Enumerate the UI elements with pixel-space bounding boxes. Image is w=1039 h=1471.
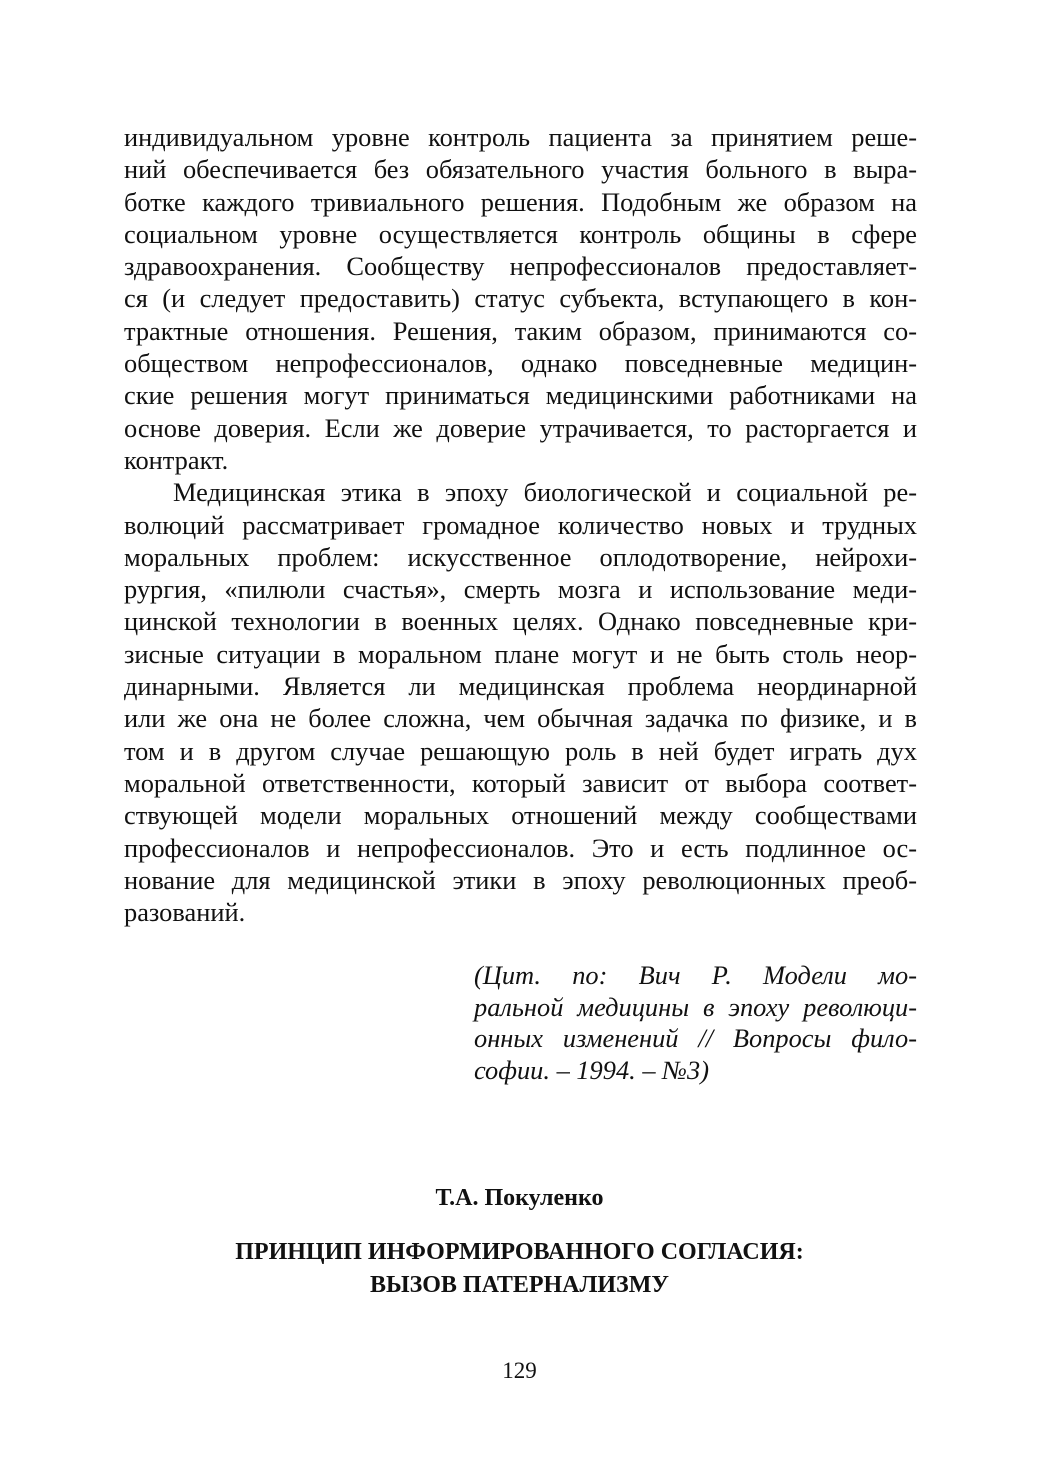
text-line: ствующей модели моральных отношений между сообществами	[124, 800, 917, 831]
citation	[474, 960, 917, 1086]
citation-line: софии. – 1994. – №3)	[474, 1054, 710, 1085]
article-author: Т.А. Покуленко	[435, 1185, 604, 1211]
text-line: моральной ответственности, который зависит от выбора соответ-	[124, 767, 917, 798]
citation-line: ральной медицины в эпоху революци-	[474, 991, 917, 1022]
citation-line: (Цит. по: Вич Р. Модели мо-	[474, 960, 917, 990]
text-line: рургия, «пилюли счастья», смерть мозга и использование меди-	[124, 574, 917, 605]
body-text	[124, 121, 917, 928]
text-line: обществом непрофессионалов, однако повседневные медицин-	[124, 348, 917, 379]
text-line: зисные ситуации в моральном плане могут и не быть столь неор-	[124, 638, 917, 669]
text-line: социальном уровне осуществляется контроль общины в сфере	[124, 218, 917, 249]
text-line: волюций рассматривает громадное количество новых и трудных	[124, 509, 917, 540]
article-title	[0, 1236, 1039, 1302]
text-line: индивидуальном уровне контроль пациента за принятием реше-	[124, 122, 917, 152]
text-line: здравоохранения. Сообществу непрофессионалов предоставляет-	[124, 251, 917, 282]
text-line: трактные отношения. Решения, таким образом, принимаются со-	[124, 315, 917, 346]
text-line: нование для медицинской этики в эпоху революционных преоб-	[124, 864, 917, 895]
text-line: основе доверия. Если же доверие утрачивается, то расторгается и	[124, 412, 917, 443]
text-line: профессионалов и непрофессионалов. Это и есть подлинное ос-	[124, 832, 917, 863]
text-line: или же она не более сложна, чем обычная задачка по физике, и в	[124, 703, 917, 734]
article-title-line: ВЫЗОВ ПАТЕРНАЛИЗМУ	[370, 1272, 669, 1298]
page-number: 129	[502, 1358, 537, 1383]
text-line: динарными. Является ли медицинская проблема неординарной	[124, 671, 917, 702]
text-line: ся (и следует предоставить) статус субъекта, вступающего в кон-	[124, 283, 917, 314]
text-line: ские решения могут приниматься медицинскими работниками на	[124, 380, 917, 411]
text-line: контракт.	[124, 444, 229, 475]
text-line: цинской технологии в военных целях. Однако повседневные кри-	[124, 606, 917, 637]
paragraph-first-line: Медицинская этика в эпоху биологической и социальной ре-	[173, 477, 917, 508]
text-line: ний обеспечивается без обязательного участия больного в выра-	[124, 154, 917, 185]
text-line: моральных проблем: искусственное оплодотворение, нейрохи-	[124, 541, 917, 572]
text-line: ботке каждого тривиального решения. Подобным же образом на	[124, 186, 917, 217]
text-line: разований.	[124, 897, 246, 928]
text-line: том и в другом случае решающую роль в ней будет играть дух	[124, 735, 917, 766]
citation-line: онных изменений // Вопросы фило-	[474, 1023, 917, 1053]
article-title-line: ПРИНЦИП ИНФОРМИРОВАННОГО СОГЛАСИЯ:	[235, 1239, 804, 1265]
